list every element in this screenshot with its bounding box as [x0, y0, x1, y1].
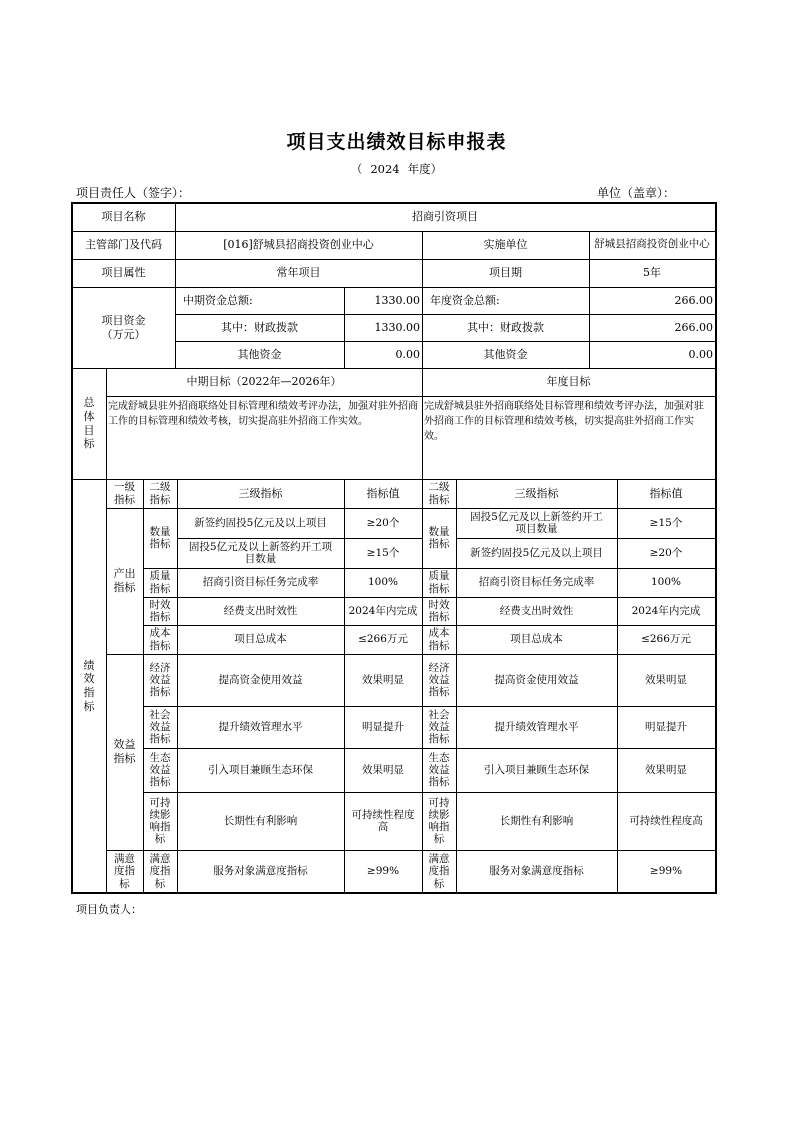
annual-indicator-name: 新签约固投5亿元及以上项目: [470, 546, 603, 559]
annual-indicator-name: 提升绩效管理水平: [494, 720, 579, 733]
mid-term-goal-text-cell: [106, 396, 422, 479]
year-other-label: 其他资金: [483, 347, 528, 361]
mid-indicator-value: 效果明显: [362, 763, 404, 776]
category-output-cell: [106, 508, 143, 654]
responsible-person-signature: 项目责任人（签字）：: [76, 186, 191, 200]
mid-level2-satisfaction: 满意 度指 标: [149, 853, 171, 890]
unit-seal: 单位（盖章）：: [596, 186, 675, 200]
annual-indicator-name-cell: [456, 568, 617, 597]
mid-level2-quality-cell: [143, 568, 177, 597]
annual-indicator-name: 引入项目兼顾生态环保: [484, 763, 589, 776]
annual-level2-satisfaction: 满意 度指 标: [428, 853, 450, 890]
annual-level2-ecological-cell: [422, 748, 456, 792]
annual-indicator-name: 固投5亿元及以上新签约开工 项目数量: [470, 510, 603, 535]
annual-indicator-name: 经费支出时效性: [499, 604, 574, 617]
project-attribute-value-cell: [175, 259, 422, 287]
year-fiscal-label-cell: [422, 314, 589, 341]
project-name-value-cell: [175, 203, 715, 231]
annual-level2-quality-cell: [422, 568, 456, 597]
mid-indicator-name: 服务对象满意度指标: [213, 865, 308, 878]
year-value: 2024: [370, 162, 400, 176]
mid-indicator-name-cell: [177, 654, 344, 706]
annual-indicator-value-cell: [617, 508, 715, 538]
annual-level2-economic-cell: [422, 654, 456, 706]
annual-indicator-name: 长期性有利影响: [499, 814, 574, 827]
mid-level2-ecological-cell: [143, 748, 177, 792]
annual-level2-ecological: 生态 效益 指标: [428, 751, 450, 789]
project-name-label-cell: [72, 203, 175, 231]
department-label: 主管部门及代码: [85, 238, 162, 252]
mid-indicator-name: 提高资金使用效益: [218, 673, 303, 686]
mid-term-goal-header-cell: [106, 368, 422, 396]
mid-level2-quantity: 数量 指标: [149, 525, 171, 550]
mid-indicator-value: ≥20个: [366, 516, 400, 529]
annual-indicator-value-cell: [617, 625, 715, 654]
mid-indicator-value-cell: [344, 625, 422, 654]
annual-indicator-value: ≥20个: [649, 546, 683, 559]
year-total-label-cell: [422, 287, 589, 314]
mid-total-value-cell: [344, 287, 422, 314]
mid-total-value: 1330.00: [374, 293, 420, 307]
header-level2-cell: [143, 479, 177, 508]
annual-indicator-name-cell: [456, 538, 617, 568]
project-funds-label: 项目资金 （万元）: [101, 313, 146, 341]
performance-indicators-label: 绩 效 指 标: [83, 658, 95, 713]
annual-level2-cost: 成本 指标: [428, 627, 450, 652]
annual-goal-header: 年度目标: [546, 375, 591, 389]
category-output: 产出 指标: [113, 567, 136, 594]
annual-indicator-value-cell: [617, 748, 715, 792]
mid-indicator-value-cell: [344, 538, 422, 568]
mid-level2-ecological: 生态 效益 指标: [149, 751, 171, 789]
annual-level2-satisfaction-cell: [422, 850, 456, 893]
header-value: 指标值: [366, 486, 400, 500]
annual-goal-text: 完成舒城县驻外招商联络处目标管理和绩效考评办法，加强对驻外招商工作的目标管理和绩效考核，切实提高驻外招商工作实效。: [424, 401, 704, 442]
annual-indicator-value-cell: [617, 850, 715, 893]
mid-indicator-value-cell: [344, 748, 422, 792]
category-satisfaction: 满意 度指 标: [114, 853, 135, 890]
header-level3-cell: [177, 479, 344, 508]
annual-level2-timeliness: 时效 指标: [428, 598, 450, 623]
year-total-value: 266.00: [674, 293, 713, 307]
year-fiscal-label: 其中：财政拨款: [467, 320, 544, 334]
mid-indicator-value-cell: [344, 706, 422, 748]
department-value-cell: [175, 231, 422, 259]
mid-indicator-name-cell: [177, 792, 344, 850]
year-close: 年度）: [407, 162, 443, 176]
project-period-label-cell: [422, 259, 589, 287]
annual-indicator-name-cell: [456, 748, 617, 792]
grid-line: [715, 202, 717, 894]
mid-fiscal-label: 其中：财政拨款: [221, 320, 298, 334]
mid-other-value: 0.00: [395, 347, 420, 361]
annual-level2-sustainable: 可持 续影 响指 标: [428, 796, 450, 846]
header-level2-annual-cell: [422, 479, 456, 508]
annual-level2-quantity-cell: [422, 508, 456, 568]
annual-level2-cost-cell: [422, 625, 456, 654]
annual-indicator-name-cell: [456, 706, 617, 748]
annual-indicator-value: ≤266万元: [641, 633, 691, 646]
category-benefit: 效益 指标: [113, 738, 136, 765]
mid-level2-timeliness: 时效 指标: [149, 598, 171, 623]
mid-level2-economic: 经济 效益 指标: [149, 661, 171, 699]
year-other-label-cell: [422, 341, 589, 368]
mid-term-goal-text: 完成舒城县驻外招商联络处目标管理和绩效考评办法，加强对驻外招商工作的目标管理和绩效考核，切实提高驻外招商工作实效。: [108, 401, 418, 427]
mid-level2-social: 社会 效益 指标: [149, 708, 171, 746]
annual-indicator-value: 2024年内完成: [631, 604, 701, 617]
performance-indicators-label-cell: [72, 479, 106, 893]
overall-goals-label: 总 体 目 标: [83, 396, 95, 451]
mid-indicator-value: ≥99%: [366, 865, 400, 878]
annual-indicator-name: 招商引资目标任务完成率: [478, 576, 595, 589]
mid-indicator-value-cell: [344, 508, 422, 538]
mid-indicator-value: 2024年内完成: [348, 604, 418, 617]
mid-total-label: 中期资金总额:: [183, 293, 253, 307]
mid-indicator-name-cell: [177, 597, 344, 625]
project-period-label: 项目期: [489, 266, 522, 280]
annual-indicator-value: 100%: [650, 576, 682, 589]
header-level1: 一级 指标: [114, 481, 135, 506]
mid-indicator-value: 100%: [367, 576, 399, 589]
project-period-value-cell: [589, 259, 715, 287]
year-total-label: 年度资金总额:: [430, 293, 500, 307]
year-fiscal-value-cell: [589, 314, 715, 341]
header-level2: 二级 指标: [149, 481, 171, 506]
annual-indicator-name: 提高资金使用效益: [494, 673, 579, 686]
mid-indicator-name-cell: [177, 568, 344, 597]
header-value-annual: 指标值: [649, 486, 683, 500]
mid-level2-satisfaction-cell: [143, 850, 177, 893]
mid-fiscal-value-cell: [344, 314, 422, 341]
year-fiscal-value: 266.00: [674, 320, 713, 334]
annual-level2-social-cell: [422, 706, 456, 748]
project-leader: 项目负责人：: [76, 903, 142, 916]
mid-indicator-value: ≤266万元: [358, 633, 408, 646]
mid-indicator-name-cell: [177, 706, 344, 748]
mid-indicator-name-cell: [177, 538, 344, 568]
header-level2-annual: 二级 指标: [428, 481, 450, 506]
annual-level2-economic: 经济 效益 指标: [428, 661, 450, 699]
mid-total-label-cell: [175, 287, 344, 314]
mid-indicator-value: 明显提升: [362, 720, 404, 733]
project-name-label: 项目名称: [101, 210, 146, 224]
annual-level2-quality: 质量 指标: [428, 570, 450, 595]
mid-indicator-value: 可持续性程度 高: [351, 808, 415, 833]
annual-indicator-name-cell: [456, 654, 617, 706]
annual-indicator-name-cell: [456, 792, 617, 850]
annual-indicator-name-cell: [456, 625, 617, 654]
fiscal-year: [0, 161, 793, 177]
year-other-value-cell: [589, 341, 715, 368]
mid-indicator-name-cell: [177, 850, 344, 893]
mid-indicator-name-cell: [177, 625, 344, 654]
mid-other-value-cell: [344, 341, 422, 368]
year-total-value-cell: [589, 287, 715, 314]
project-attribute-value: 常年项目: [276, 266, 321, 280]
header-level3-annual-cell: [456, 479, 617, 508]
mid-level2-sustainable-cell: [143, 792, 177, 850]
mid-indicator-name: 长期性有利影响: [223, 814, 298, 827]
year-other-value: 0.00: [688, 347, 713, 361]
annual-level2-sustainable-cell: [422, 792, 456, 850]
annual-indicator-name: 服务对象满意度指标: [489, 865, 584, 878]
annual-level2-timeliness-cell: [422, 597, 456, 625]
mid-indicator-name: 项目总成本: [234, 633, 287, 646]
overall-goals-label-cell: [72, 368, 106, 479]
mid-level2-sustainable: 可持 续影 响指 标: [149, 796, 171, 846]
header-value-cell: [344, 479, 422, 508]
annual-level2-quantity: 数量 指标: [428, 525, 450, 550]
mid-other-label: 其他资金: [237, 347, 282, 361]
implementer-label: 实施单位: [483, 238, 528, 252]
department-label-cell: [72, 231, 175, 259]
annual-goal-text-cell: [422, 396, 715, 479]
mid-level2-social-cell: [143, 706, 177, 748]
mid-level2-cost: 成本 指标: [149, 627, 171, 652]
mid-indicator-value-cell: [344, 792, 422, 850]
implementer-value-cell: [589, 231, 715, 259]
mid-other-label-cell: [175, 341, 344, 368]
annual-indicator-value-cell: [617, 538, 715, 568]
annual-indicator-value: ≥15个: [649, 516, 683, 529]
page-title: 项目支出绩效目标申报表: [286, 131, 507, 153]
annual-indicator-value-cell: [617, 568, 715, 597]
implementer-label-cell: [422, 231, 589, 259]
mid-indicator-name: 新签约固投5亿元及以上项目: [194, 516, 327, 529]
project-funds-label-cell: [72, 287, 175, 368]
mid-indicator-value-cell: [344, 568, 422, 597]
mid-indicator-value-cell: [344, 654, 422, 706]
project-attribute-label-cell: [72, 259, 175, 287]
mid-fiscal-label-cell: [175, 314, 344, 341]
project-name-value: 招商引资项目: [412, 210, 478, 224]
mid-level2-cost-cell: [143, 625, 177, 654]
category-satisfaction-cell: [106, 850, 143, 893]
year-open: （: [350, 162, 363, 176]
annual-indicator-value: ≥99%: [649, 865, 683, 878]
annual-indicator-value: 效果明显: [645, 763, 687, 776]
annual-indicator-value: 明显提升: [645, 720, 687, 733]
header-level3-annual: 三级指标: [514, 486, 559, 500]
annual-goal-header-cell: [422, 368, 715, 396]
mid-level2-quantity-cell: [143, 508, 177, 568]
mid-level2-economic-cell: [143, 654, 177, 706]
mid-indicator-name-cell: [177, 748, 344, 792]
mid-indicator-value-cell: [344, 850, 422, 893]
department-value: [016]舒城县招商投资创业中心: [223, 238, 374, 252]
mid-level2-timeliness-cell: [143, 597, 177, 625]
mid-indicator-value-cell: [344, 597, 422, 625]
category-benefit-cell: [106, 654, 143, 850]
annual-indicator-value: 效果明显: [645, 673, 687, 686]
mid-indicator-name: 固投5亿元及以上新签约开工项 目数量: [188, 540, 333, 565]
annual-indicator-value-cell: [617, 654, 715, 706]
annual-indicator-name-cell: [456, 850, 617, 893]
annual-indicator-name-cell: [456, 508, 617, 538]
mid-term-goal-header: 中期目标（2022年—2026年）: [186, 375, 342, 389]
implementer-value: 舒城县招商投资创业中心: [594, 238, 710, 251]
mid-indicator-value: ≥15个: [366, 546, 400, 559]
header-level1-cell: [106, 479, 143, 508]
annual-indicator-name: 项目总成本: [510, 633, 563, 646]
mid-indicator-name: 经费支出时效性: [223, 604, 298, 617]
annual-indicator-value: 可持续性程度高: [629, 814, 703, 827]
header-level3: 三级指标: [238, 486, 283, 500]
mid-level2-quality: 质量 指标: [149, 570, 171, 595]
mid-indicator-name: 招商引资目标任务完成率: [202, 576, 319, 589]
mid-indicator-name: 提升绩效管理水平: [218, 720, 303, 733]
annual-indicator-name-cell: [456, 597, 617, 625]
annual-indicator-value-cell: [617, 792, 715, 850]
mid-indicator-name-cell: [177, 508, 344, 538]
project-period-value: 5年: [643, 266, 661, 280]
annual-level2-social: 社会 效益 指标: [428, 708, 450, 746]
project-attribute-label: 项目属性: [101, 266, 146, 280]
mid-fiscal-value: 1330.00: [374, 320, 420, 334]
mid-indicator-name: 引入项目兼顾生态环保: [208, 763, 313, 776]
annual-indicator-value-cell: [617, 597, 715, 625]
annual-indicator-value-cell: [617, 706, 715, 748]
mid-indicator-value: 效果明显: [362, 673, 404, 686]
header-value-annual-cell: [617, 479, 715, 508]
